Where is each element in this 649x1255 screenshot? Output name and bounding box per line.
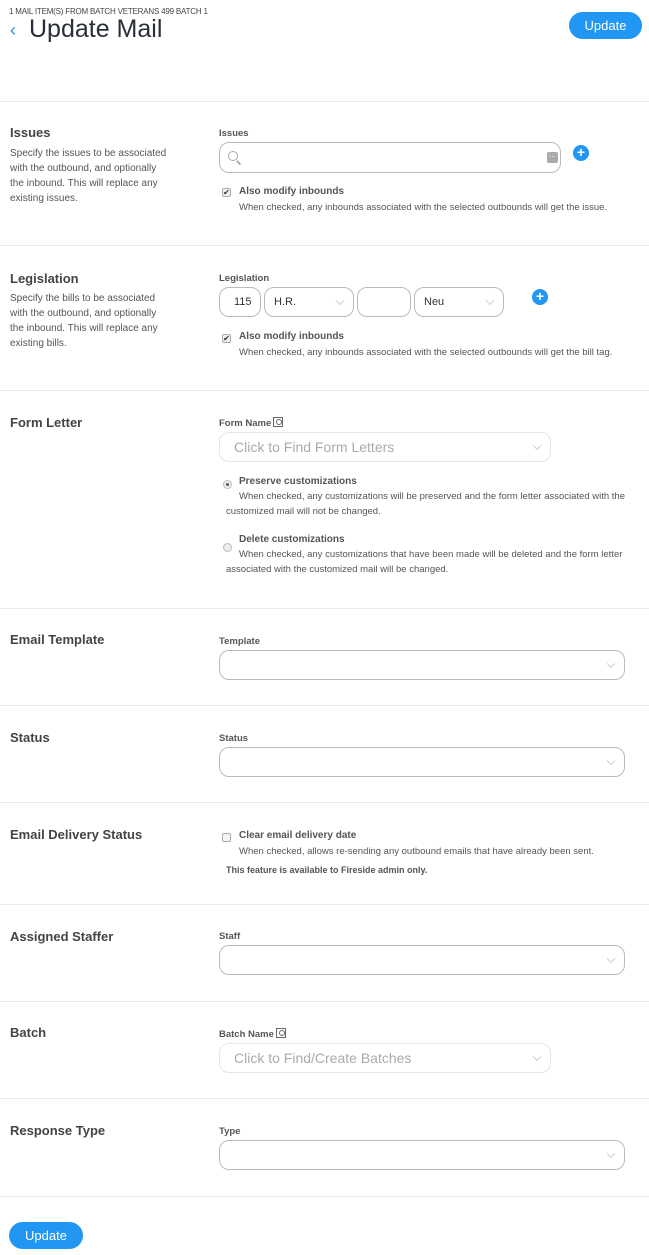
chevron-down-icon: [607, 757, 615, 765]
preserve-customizations-radio[interactable]: [223, 480, 232, 489]
chevron-down-icon: [336, 297, 344, 305]
section-desc-issues: Specify the issues to be associated with the outbound, and optionally the inbound. This will replace any existing issues.: [10, 148, 167, 204]
batch-select[interactable]: [219, 1043, 551, 1073]
section-title-response-type: Response Type: [10, 1123, 106, 1138]
section-title-assigned-staffer: Assigned Staffer: [10, 929, 114, 944]
divider: [0, 705, 649, 706]
bill-number-input[interactable]: [357, 287, 411, 317]
update-button-top[interactable]: Update: [569, 12, 642, 39]
type-select[interactable]: [219, 1140, 625, 1170]
section-desc-legislation: Specify the bills to be associated with the outbound, and optionally the inbound. This will replace any existing bills.: [10, 293, 158, 349]
position-select[interactable]: [414, 287, 504, 317]
issues-checkbox-label: Also modify inbounds: [239, 186, 344, 197]
divider: [0, 608, 649, 609]
legislation-checkbox-desc: When checked, any inbounds associated with the selected outbounds will get the bill tag.: [239, 347, 613, 358]
issues-search-input[interactable]: [219, 142, 561, 173]
preserve-desc: When checked, any customizations will be preserved and the form letter associated with the customized mail will not be changed.: [226, 491, 625, 517]
more-options-icon[interactable]: …: [547, 152, 558, 163]
bill-type-select[interactable]: [264, 287, 354, 317]
legislation-label: Legislation: [219, 273, 270, 284]
divider: [0, 1001, 649, 1002]
form-letter-select[interactable]: [219, 432, 551, 462]
staff-label: Staff: [219, 931, 241, 942]
chevron-down-icon: [607, 660, 615, 668]
page-title: Update Mail: [29, 15, 163, 43]
template-select[interactable]: [219, 650, 625, 680]
clear-delivery-desc: When checked, allows re-sending any outbound emails that have already been sent.: [239, 846, 594, 857]
issues-label: Issues: [219, 128, 249, 139]
batch-name-label: [219, 1028, 286, 1040]
chevron-down-icon: [533, 442, 541, 450]
legislation-checkbox-label: Also modify inbounds: [239, 331, 344, 342]
chevron-down-icon: [533, 1053, 541, 1061]
bill-type-value: H.R.: [274, 296, 296, 308]
lookup-icon[interactable]: [276, 1028, 286, 1038]
divider: [0, 1196, 649, 1197]
preserve-label: Preserve customizations: [239, 476, 357, 487]
search-icon: [228, 151, 238, 161]
back-chevron-icon[interactable]: ‹: [10, 20, 16, 40]
clear-delivery-label: Clear email delivery date: [239, 830, 357, 841]
section-title-email-template: Email Template: [10, 632, 105, 647]
delete-desc: When checked, any customizations that have been made will be deleted and the form letter associated with the customized mail will be changed.: [226, 549, 623, 575]
update-button-bottom[interactable]: Update: [9, 1222, 83, 1249]
section-title-issues: Issues: [10, 125, 51, 140]
issues-modify-inbounds-checkbox[interactable]: ✔: [223, 188, 230, 197]
admin-only-note: This feature is available to Fireside admin only.: [226, 865, 428, 875]
congress-input[interactable]: [219, 287, 261, 317]
divider: [0, 904, 649, 905]
add-issue-button[interactable]: +: [573, 145, 589, 161]
chevron-down-icon: [607, 1150, 615, 1158]
divider: [0, 1098, 649, 1099]
divider: [0, 101, 649, 102]
batch-name-label-text: Batch Name: [219, 1029, 274, 1040]
congress-value: 115: [234, 296, 252, 308]
form-name-label-text: Form Name: [219, 418, 272, 429]
type-label: Type: [219, 1126, 241, 1137]
chevron-down-icon: [607, 955, 615, 963]
status-label: Status: [219, 733, 249, 744]
position-value: Neu: [424, 296, 445, 308]
form-name-label: [219, 417, 283, 429]
section-title-email-delivery: Email Delivery Status: [10, 827, 143, 842]
issues-checkbox-desc: When checked, any inbounds associated with the selected outbounds will get the issue.: [239, 202, 608, 213]
clear-delivery-date-checkbox[interactable]: [222, 833, 231, 842]
batch-placeholder: Click to Find/Create Batches: [234, 1050, 412, 1066]
legislation-modify-inbounds-checkbox[interactable]: ✔: [223, 334, 230, 343]
status-select[interactable]: [219, 747, 625, 777]
section-title-form-letter: Form Letter: [10, 415, 83, 430]
template-label: Template: [219, 636, 261, 647]
section-title-status: Status: [10, 730, 50, 745]
delete-label: Delete customizations: [239, 534, 345, 545]
staff-select[interactable]: [219, 945, 625, 975]
divider: [0, 390, 649, 391]
add-bill-button[interactable]: +: [532, 289, 548, 305]
section-title-legislation: Legislation: [10, 271, 79, 286]
section-title-batch: Batch: [10, 1025, 47, 1040]
lookup-icon[interactable]: [273, 417, 283, 427]
divider: [0, 802, 649, 803]
chevron-down-icon: [486, 297, 494, 305]
divider: [0, 245, 649, 246]
form-letter-placeholder: Click to Find Form Letters: [234, 439, 395, 455]
batch-subtitle: 1 MAIL ITEM(S) FROM BATCH VETERANS 499 BATCH 1: [9, 7, 208, 16]
